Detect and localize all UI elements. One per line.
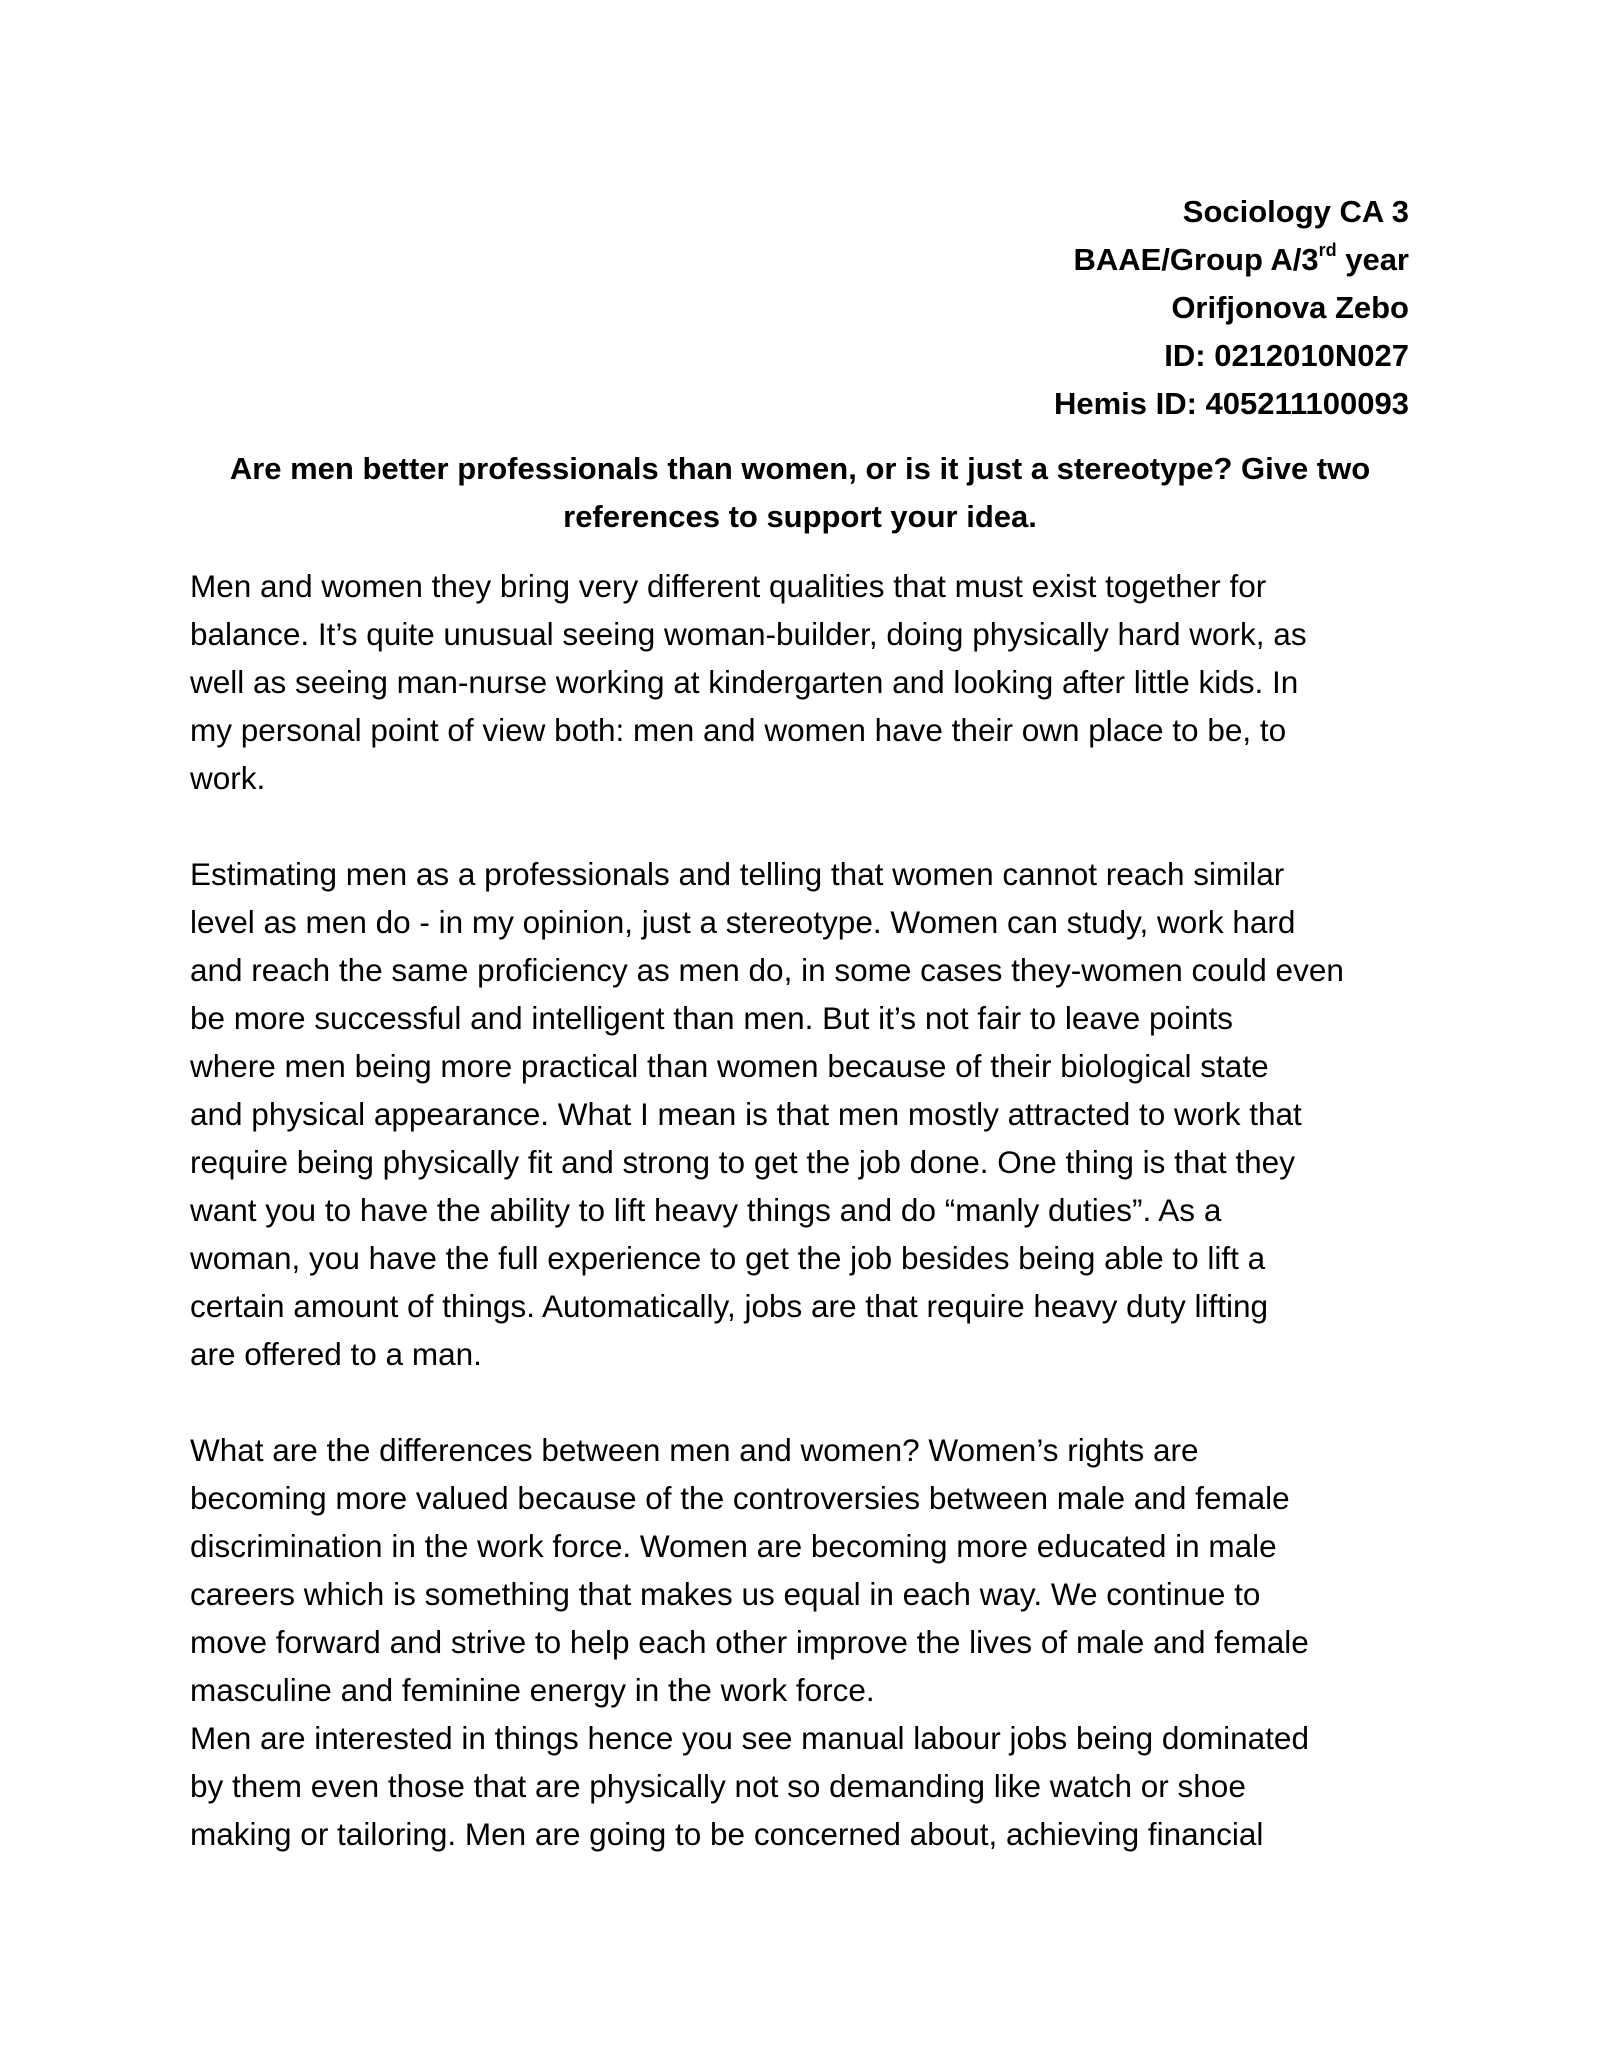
text-line: by them even those that are physically not so demanding like watch or shoe [190, 1768, 1246, 1804]
text-line: move forward and strive to help each other improve the lives of male and female [190, 1624, 1309, 1660]
text-line: level as men do - in my opinion, just a stereotype. Women can study, work hard [190, 904, 1296, 940]
paragraph-2 [190, 850, 1420, 1378]
student-name: Orifjonova Zebo [1171, 290, 1409, 325]
essay-body [190, 562, 1420, 1858]
paragraph-3 [190, 1426, 1420, 1858]
group-suffix: year [1336, 242, 1409, 277]
student-id: ID: 0212010N027 [1164, 338, 1409, 373]
group-prefix: BAAE/Group A/3 [1073, 242, 1319, 277]
paragraph-spacer [190, 1378, 1420, 1426]
text-line: well as seeing man-nurse working at kindergarten and looking after little kids. In [190, 664, 1299, 700]
paragraph-1 [190, 562, 1420, 802]
course-title: Sociology CA 3 [1182, 194, 1409, 229]
paragraph-spacer [190, 802, 1420, 850]
text-line: What are the differences between men and women? Women’s rights are [190, 1432, 1199, 1468]
group-line [1054, 236, 1409, 284]
text-line: and physical appearance. What I mean is that men mostly attracted to work that [190, 1096, 1302, 1132]
text-line: Men and women they bring very different qualities that must exist together for [190, 568, 1267, 604]
hemis-id: Hemis ID: 405211100093 [1053, 386, 1409, 421]
text-line: Men are interested in things hence you see manual labour jobs being dominated [190, 1720, 1309, 1756]
text-line: require being physically fit and strong to get the job done. One thing is that they [190, 1144, 1295, 1180]
text-line: are offered to a man. [190, 1336, 482, 1372]
text-line: discrimination in the work force. Women are becoming more educated in male [190, 1528, 1277, 1564]
text-line: where men being more practical than women because of their biological state [190, 1048, 1269, 1084]
text-line: becoming more valued because of the controversies between male and female [190, 1480, 1290, 1516]
text-line: making or tailoring. Men are going to be concerned about, achieving financial [190, 1816, 1264, 1852]
question-line: references to support your idea. [563, 499, 1037, 534]
text-line: balance. It’s quite unusual seeing woman-builder, doing physically hard work, as [190, 616, 1307, 652]
author-header [1054, 188, 1409, 428]
text-line: careers which is something that makes us equal in each way. We continue to [190, 1576, 1261, 1612]
text-line: my personal point of view both: men and women have their own place to be, to [190, 712, 1287, 748]
text-line: work. [190, 760, 266, 796]
text-line: want you to have the ability to lift heavy things and do “manly duties”. As a [190, 1192, 1222, 1228]
text-line: masculine and feminine energy in the work force. [190, 1672, 875, 1708]
group-superscript: rd [1318, 240, 1337, 260]
question-line: Are men better professionals than women, or is it just a stereotype? Give two [229, 451, 1371, 486]
text-line: certain amount of things. Automatically, jobs are that require heavy duty lifting [190, 1288, 1268, 1324]
text-line: woman, you have the full experience to get the job besides being able to lift a [190, 1240, 1266, 1276]
essay-question [190, 445, 1410, 541]
text-line: be more successful and intelligent than men. But it’s not fair to leave points [190, 1000, 1234, 1036]
text-line: Estimating men as a professionals and telling that women cannot reach similar [190, 856, 1285, 892]
text-line: and reach the same proficiency as men do, in some cases they-women could even [190, 952, 1344, 988]
